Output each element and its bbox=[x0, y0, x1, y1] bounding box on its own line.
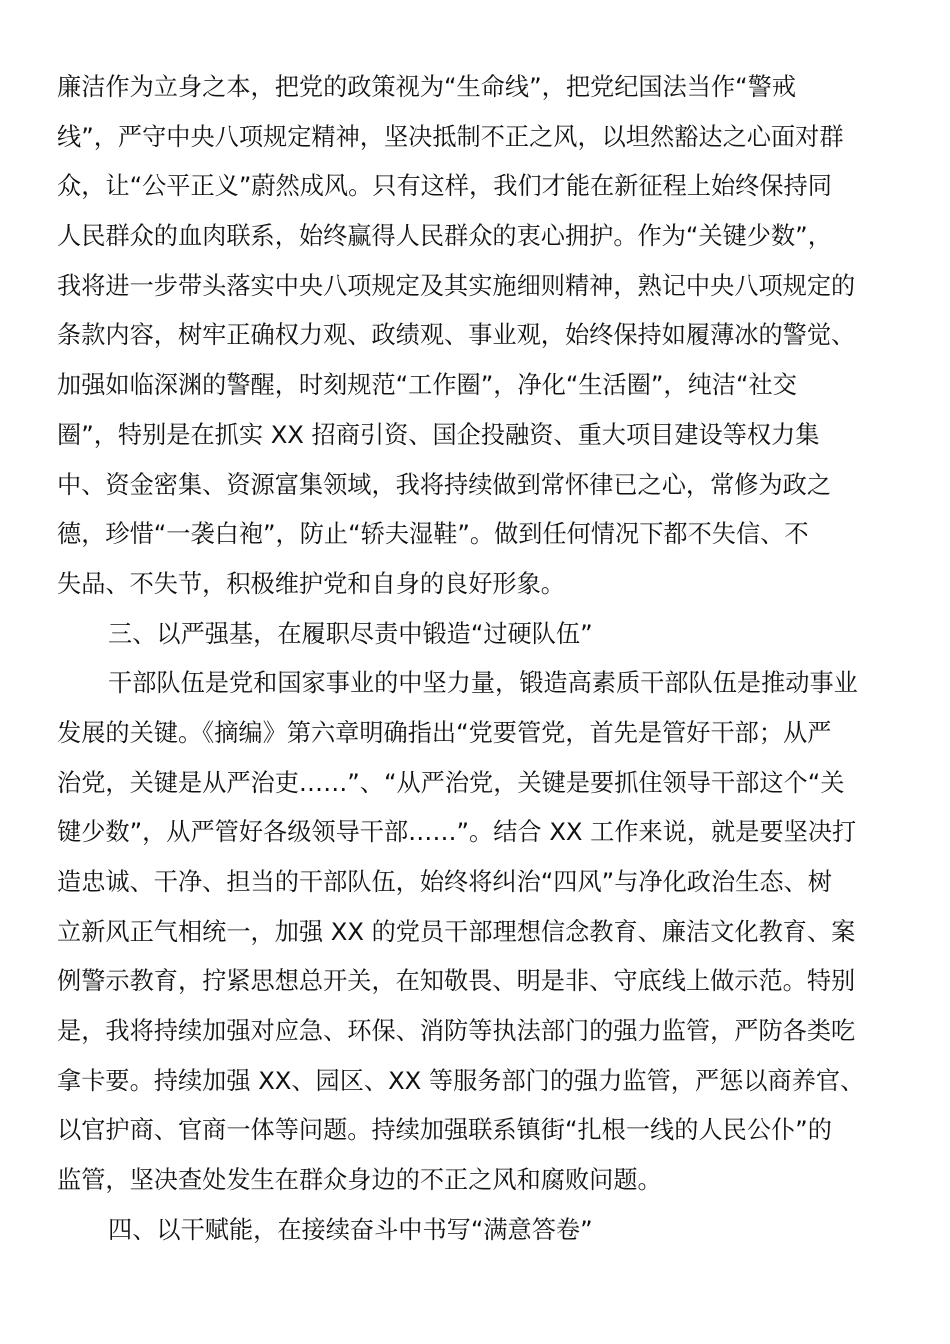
document-page bbox=[57, 63, 891, 1256]
section-heading-4 bbox=[57, 1206, 891, 1256]
text-line: 发展的关键。《摘编》第六章明确指出“党要管党，首先是管好干部；从严 bbox=[57, 718, 832, 747]
text-line: 以官护商、官商一体等问题。持续加强联系镇街“扎根一线的人民公仆”的 bbox=[57, 1116, 832, 1145]
text-line: 造忠诚、干净、担当的干部队伍，始终将纠治“四风”与净化政治生态、树 bbox=[57, 868, 832, 896]
text-line: 德，珍惜“一袭白袍”，防止“轿夫湿鞋”。做到任何情况下都不失信、不 bbox=[57, 520, 809, 549]
heading-line: 四、以干赋能，在接续奋斗中书写“满意答卷” bbox=[108, 1215, 593, 1244]
text-line: 廉洁作为立身之本，把党的政策视为“生命线”，把党纪国法当作“警戒 bbox=[57, 73, 797, 101]
text-line: 是，我将持续加强对应急、环保、消防等执法部门的强力监管，严防各类吃 bbox=[57, 1017, 856, 1046]
body-paragraph-2 bbox=[57, 659, 891, 1206]
text-line: 监管，坚决查处发生在群众身边的不正之风和腐败问题。 bbox=[57, 1166, 662, 1195]
text-line: 加强如临深渊的警醒，时刻规范“工作圈”，净化“生活圈”，纯洁“社交 bbox=[57, 371, 797, 400]
text-line: 失品、不失节，积极维护党和自身的良好形象。 bbox=[57, 569, 565, 598]
heading-line: 三、以严强基，在履职尽责中锻造“过硬队伍” bbox=[108, 619, 593, 648]
text-line: 键少数”，从严管好各级领导干部……”。结合 XX 工作来说，就是要坚决打 bbox=[57, 818, 857, 847]
text-line: 干部队伍是党和国家事业的中坚力量，锻造高素质干部队伍是推动事业 bbox=[108, 669, 858, 698]
body-paragraph-1 bbox=[57, 63, 891, 610]
text-line: 条款内容，树牢正确权力观、政绩观、事业观，始终保持如履薄冰的警觉、 bbox=[57, 321, 856, 350]
text-line: 立新风正气相统一，加强 XX 的党员干部理想信念教育、廉洁文化教育、案 bbox=[57, 917, 856, 946]
text-line: 例警示教育，拧紧思想总开关，在知敬畏、明是非、守底线上做示范。特别 bbox=[57, 967, 856, 996]
text-line: 人民群众的血肉联系，始终赢得人民群众的衷心拥护。作为“关键少数”， bbox=[57, 222, 832, 251]
text-line: 中、资金密集、资源富集领域，我将持续做到常怀律已之心，常修为政之 bbox=[57, 470, 832, 499]
text-line: 拿卡要。持续加强 XX、园区、XX 等服务部门的强力监管，严惩以商养官、 bbox=[57, 1066, 865, 1095]
text-line: 线”，严守中央八项规定精神，坚决抵制不正之风，以坦然豁达之心面对群 bbox=[57, 122, 844, 151]
text-line: 众，让“公平正义”蔚然成风。只有这样，我们才能在新征程上始终保持同 bbox=[57, 172, 832, 201]
text-line: 我将进一步带头落实中央八项规定及其实施细则精神，熟记中央八项规定的 bbox=[57, 271, 856, 300]
text-line: 圈”，特别是在抓实 XX 招商引资、国企投融资、重大项目建设等权力集 bbox=[57, 420, 820, 449]
text-line: 治党，关键是从严治吏……”、“从严治党，关键是要抓住领导干部这个“关 bbox=[57, 768, 845, 797]
section-heading-3 bbox=[57, 610, 891, 660]
